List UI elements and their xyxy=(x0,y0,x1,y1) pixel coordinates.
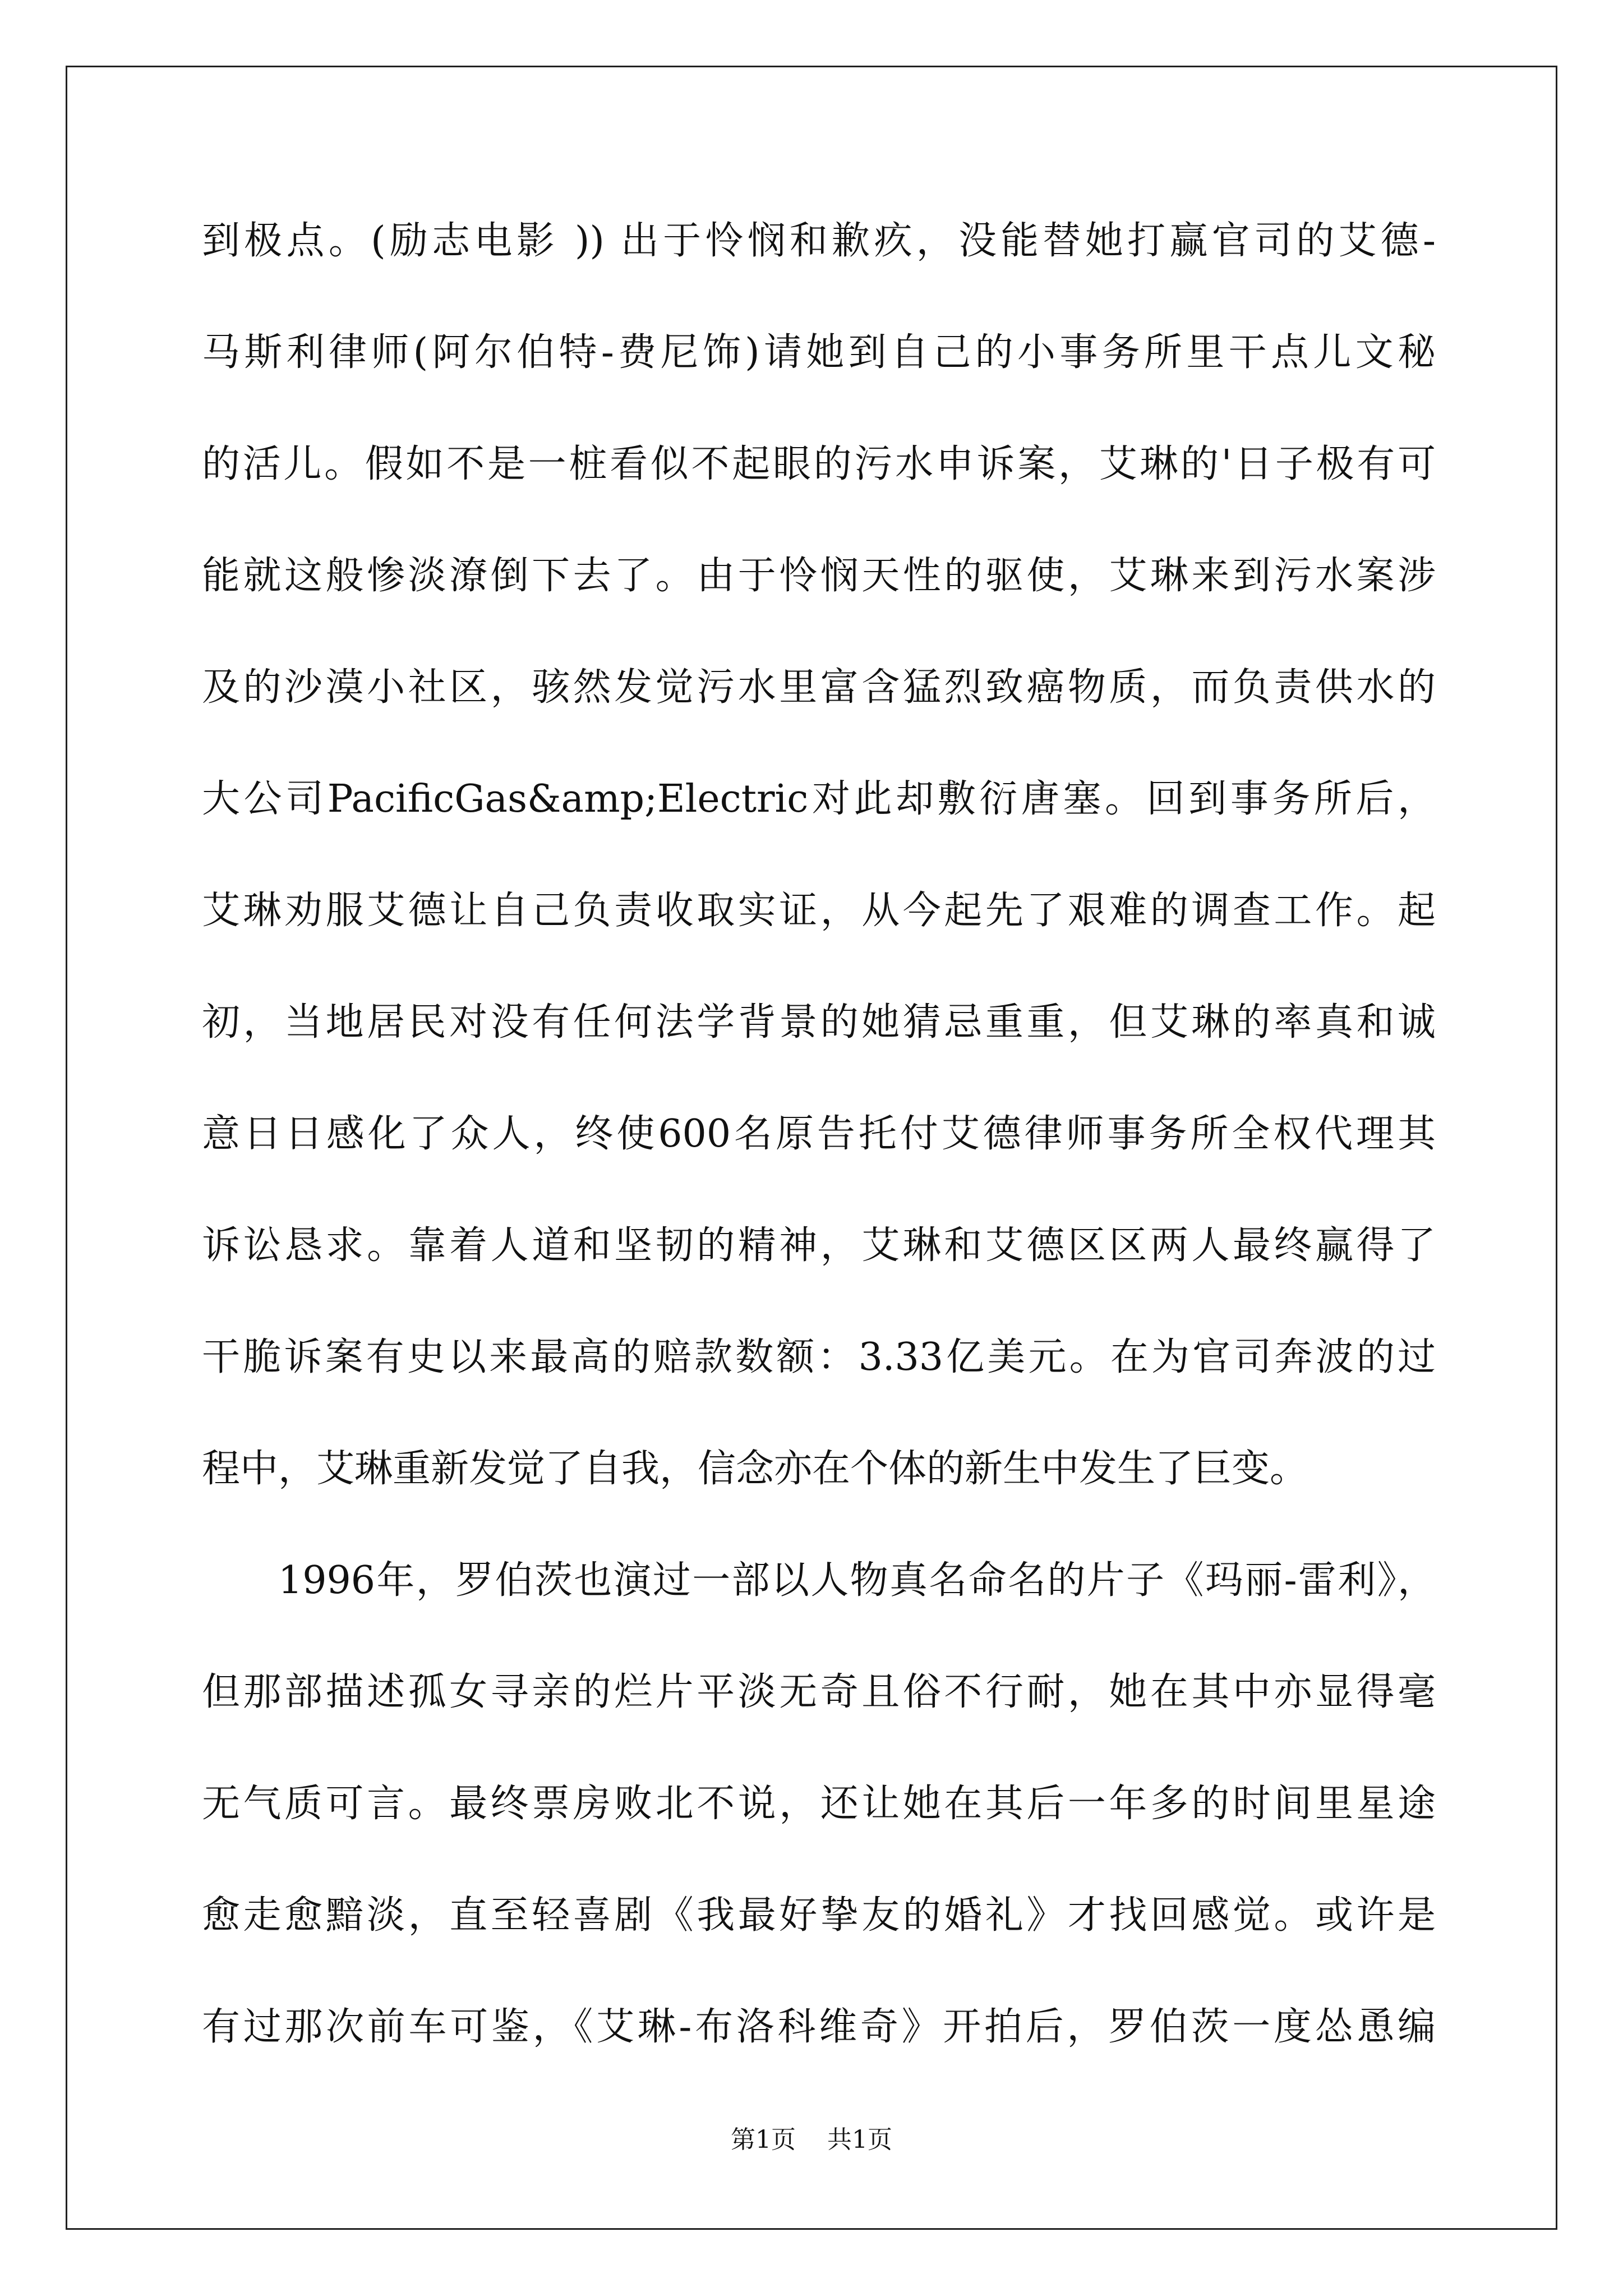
document-body xyxy=(202,185,1436,2083)
text-line: 及的沙漠小社区，骇然发觉污水里富含猛烈致癌物质，而负责供水的 xyxy=(202,665,1436,710)
text-line: 愈走愈黯淡，直至轻喜剧《我最好挚友的婚礼》才找回感觉。或许是 xyxy=(202,1893,1436,1938)
text-line: 大公司PacificGas&amp;Electric对此却敷衍唐塞。回到事务所后， xyxy=(202,777,1436,821)
text-line: 1996年，罗伯茨也演过一部以人物真名命名的片子《玛丽-雷利》， xyxy=(278,1558,1436,1603)
text-line: 程中，艾琳重新发觉了自我，信念亦在个体的新生中发生了巨变。 xyxy=(202,1447,1308,1491)
page-number-footer: 第1页 共1页 xyxy=(731,2125,892,2154)
text-line: 但那部描述孤女寻亲的烂片平淡无奇且俗不行耐，她在其中亦显得毫 xyxy=(202,1670,1436,1714)
text-line: 有过那次前车可鉴，《艾琳-布洛科维奇》开拍后，罗伯茨一度怂恿编 xyxy=(202,2005,1436,2049)
text-line: 艾琳劝服艾德让自己负责收取实证，从今起先了艰难的调查工作。起 xyxy=(202,889,1436,933)
text-line: 诉讼恳求。靠着人道和坚韧的精神，艾琳和艾德区区两人最终赢得了 xyxy=(202,1223,1436,1268)
text-line: 的活儿。假如不是一桩看似不起眼的污水申诉案，艾琳的'日子极有可 xyxy=(202,442,1436,486)
text-line: 无气质可言。最终票房败北不说，还让她在其后一年多的时间里星途 xyxy=(202,1782,1436,1826)
text-line: 马斯利律师(阿尔伯特-费尼饰)请她到自己的小事务所里干点儿文秘 xyxy=(202,330,1436,375)
text-line: 能就这般惨淡潦倒下去了。由于怜悯天性的驱使，艾琳来到污水案涉 xyxy=(202,554,1436,598)
paragraph-2 xyxy=(202,1525,1436,2083)
text-line: 初，当地居民对没有任何法学背景的她猜忌重重，但艾琳的率真和诚 xyxy=(202,1000,1436,1045)
text-line: 到极点。(励志电影 )) 出于怜悯和歉疚，没能替她打赢官司的艾德- xyxy=(202,219,1436,263)
text-line: 意日日感化了众人，终使600名原告托付艾德律师事务所全权代理其 xyxy=(202,1112,1436,1156)
text-line: 干脆诉案有史以来最高的赔款数额：3.33亿美元。在为官司奔波的过 xyxy=(202,1335,1436,1379)
paragraph-1 xyxy=(202,185,1436,1525)
